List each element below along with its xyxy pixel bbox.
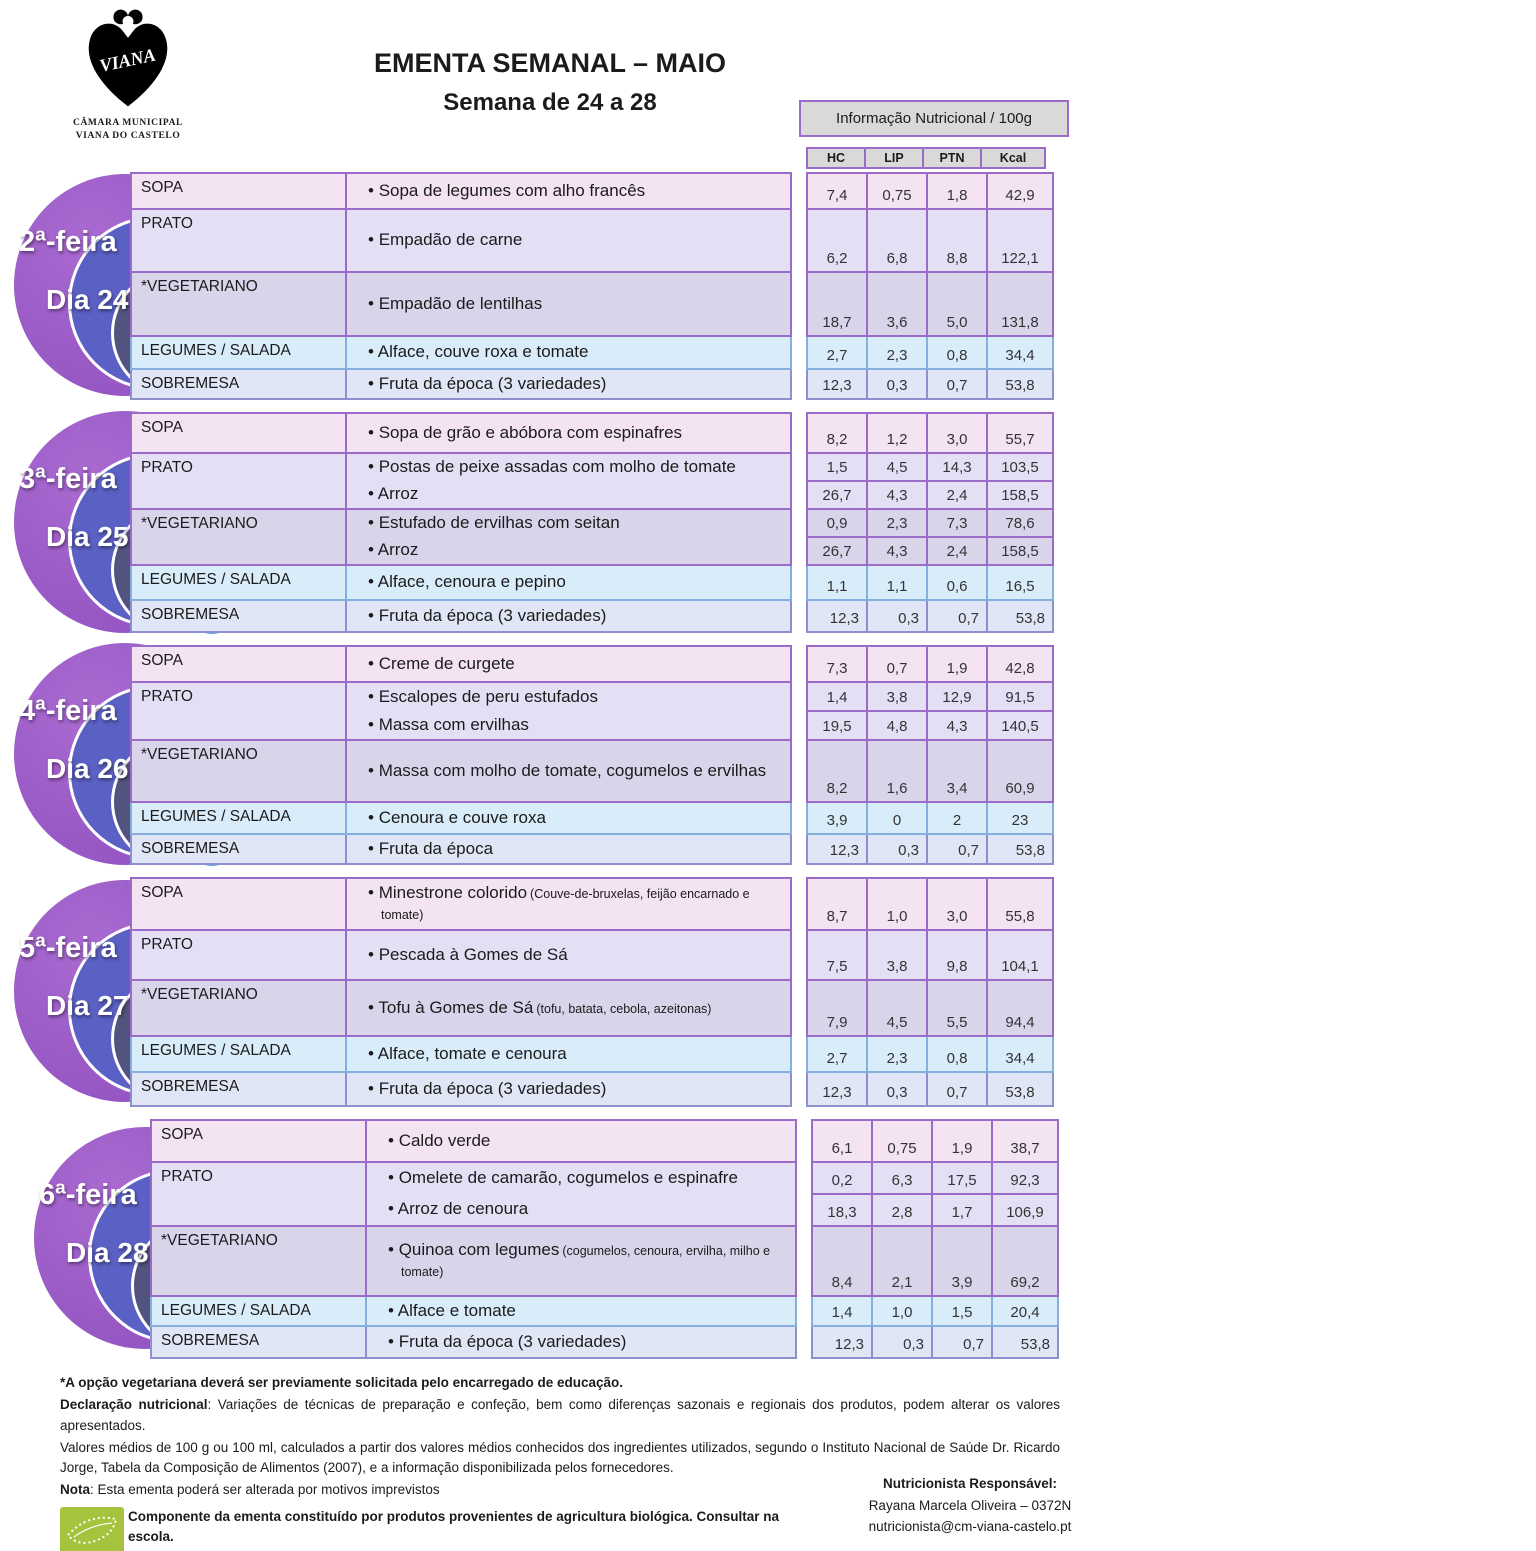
value-lip: 1,0 <box>867 878 927 930</box>
value-hc: 8,4 <box>812 1226 872 1296</box>
category-label: *VEGETARIANO <box>131 272 346 336</box>
spacer-cell <box>791 481 807 509</box>
value-kcal: 140,5 <box>987 711 1053 740</box>
category-label: SOPA <box>131 878 346 930</box>
value-hc: 12,3 <box>807 369 867 399</box>
value-kcal: 158,5 <box>987 537 1053 565</box>
spacer-cell <box>791 834 807 864</box>
value-ptn: 8,8 <box>927 209 987 272</box>
menu-table <box>130 645 1054 865</box>
dish-cell <box>346 272 791 336</box>
day-block-wednesday <box>19 645 1536 865</box>
value-kcal: 158,5 <box>987 481 1053 509</box>
value-ptn: 0,8 <box>927 336 987 369</box>
value-kcal: 91,5 <box>987 682 1053 711</box>
dish-cell <box>346 878 791 930</box>
dish-text: Fruta da época (3 variedades) <box>398 1331 627 1351</box>
day-name: 6ª-feira <box>39 1179 137 1211</box>
value-lip: 1,2 <box>867 413 927 453</box>
nutritionist-label: Nutricionista Responsável: <box>882 1476 1058 1491</box>
dish-text: Pescada à Gomes de Sá <box>378 944 568 964</box>
value-lip: 4,3 <box>867 481 927 509</box>
dish-cell <box>346 930 791 980</box>
value-kcal: 78,6 <box>987 509 1053 537</box>
day-date: Dia 26 <box>46 753 129 784</box>
col-header-kcal: Kcal <box>981 147 1046 169</box>
dish-cell <box>346 173 791 209</box>
nota-label: Nota <box>60 1482 90 1498</box>
dish-cell <box>346 600 791 632</box>
day-block-thursday <box>19 877 1536 1107</box>
dish-cell <box>346 646 791 682</box>
spacer-cell <box>796 1296 812 1326</box>
nutritionist-name: Rayana Marcela Oliveira – 0372N <box>868 1497 1072 1513</box>
dish-text: Creme de curgete <box>378 653 515 673</box>
dish-text: Escalopes de peru estufados <box>378 686 598 706</box>
value-lip: 0,3 <box>867 369 927 399</box>
dish-cell <box>346 802 791 834</box>
dish-cell <box>346 453 791 481</box>
dish-text: Tofu à Gomes de Sá <box>378 997 534 1017</box>
value-ptn: 0,6 <box>927 565 987 600</box>
spacer-cell <box>791 682 807 711</box>
value-ptn: 1,9 <box>932 1120 992 1162</box>
value-kcal: 60,9 <box>987 740 1053 802</box>
value-ptn: 1,7 <box>932 1194 992 1226</box>
category-label: LEGUMES / SALADA <box>151 1296 366 1326</box>
category-label: LEGUMES / SALADA <box>131 336 346 369</box>
dish-cell <box>346 980 791 1036</box>
dish-text: Fruta da época (3 variedades) <box>378 373 607 393</box>
spacer-cell <box>791 878 807 930</box>
dish-text: Arroz de cenoura <box>397 1199 529 1219</box>
value-hc: 26,7 <box>807 481 867 509</box>
dish-text: Fruta da época <box>378 838 494 858</box>
category-label: PRATO <box>131 453 346 509</box>
value-hc: 1,1 <box>807 565 867 600</box>
nutrition-column-headers <box>806 147 1046 169</box>
eu-organic-logo <box>60 1507 124 1551</box>
menu-table <box>150 1119 1059 1359</box>
value-lip: 0,3 <box>867 600 927 632</box>
value-hc: 6,2 <box>807 209 867 272</box>
category-label: SOBREMESA <box>131 1072 346 1106</box>
value-hc: 19,5 <box>807 711 867 740</box>
dish-cell <box>346 565 791 600</box>
value-kcal: 122,1 <box>987 209 1053 272</box>
spacer-cell <box>791 369 807 399</box>
org-line2: VIANA DO CASTELO <box>75 130 181 141</box>
col-header-hc: HC <box>806 147 865 169</box>
dish-text: Arroz <box>377 540 419 560</box>
value-kcal: 104,1 <box>987 930 1053 980</box>
value-lip: 0 <box>867 802 927 834</box>
dish-text: Massa com molho de tomate, cogumelos e ervilhas <box>378 760 767 780</box>
value-kcal: 34,4 <box>987 1036 1053 1072</box>
category-label: PRATO <box>131 930 346 980</box>
value-lip: 1,1 <box>867 565 927 600</box>
day-block-friday <box>39 1119 1536 1359</box>
dish-text: Cenoura e couve roxa <box>378 807 546 827</box>
day-block-tuesday <box>19 412 1536 633</box>
value-lip: 0,7 <box>867 646 927 682</box>
category-label: LEGUMES / SALADA <box>131 565 346 600</box>
dish-cell <box>346 537 791 565</box>
value-lip: 3,6 <box>867 272 927 336</box>
category-label: *VEGETARIANO <box>131 980 346 1036</box>
spacer-cell <box>791 565 807 600</box>
spacer-cell <box>791 336 807 369</box>
logo-text: VIANA <box>97 44 158 76</box>
value-ptn: 3,0 <box>927 413 987 453</box>
value-ptn: 0,8 <box>927 1036 987 1072</box>
category-label: PRATO <box>131 209 346 272</box>
value-ptn: 3,0 <box>927 878 987 930</box>
dish-note: (tofu, batata, cebola, azeitonas) <box>536 1001 712 1016</box>
spacer-cell <box>796 1120 812 1162</box>
value-lip: 2,1 <box>872 1226 932 1296</box>
value-ptn: 5,5 <box>927 980 987 1036</box>
dish-cell <box>346 1072 791 1106</box>
value-hc: 7,4 <box>807 173 867 209</box>
spacer-cell <box>791 413 807 453</box>
value-lip: 3,8 <box>867 682 927 711</box>
value-ptn: 0,7 <box>932 1326 992 1358</box>
category-label: PRATO <box>131 682 346 740</box>
bio-text: Componente da ementa constituído por produtos provenientes de agricultura biológica. Consultar na escola. <box>128 1508 780 1544</box>
value-ptn: 3,9 <box>932 1226 992 1296</box>
value-hc: 8,2 <box>807 413 867 453</box>
value-ptn: 3,4 <box>927 740 987 802</box>
dish-cell <box>346 413 791 453</box>
category-label: *VEGETARIANO <box>131 509 346 565</box>
nutritionist-email: nutricionista@cm-viana-castelo.pt <box>868 1519 1072 1535</box>
value-lip: 6,3 <box>872 1162 932 1194</box>
dish-text: Fruta da época (3 variedades) <box>378 1078 607 1098</box>
value-kcal: 42,9 <box>987 173 1053 209</box>
value-ptn: 0,7 <box>927 834 987 864</box>
value-kcal: 103,5 <box>987 453 1053 481</box>
value-kcal: 20,4 <box>992 1296 1058 1326</box>
value-kcal: 55,7 <box>987 413 1053 453</box>
dish-text: Alface e tomate <box>397 1300 516 1320</box>
dish-cell <box>346 740 791 802</box>
value-hc: 7,3 <box>807 646 867 682</box>
dish-text: Estufado de ervilhas com seitan <box>378 513 620 533</box>
dish-text: Quinoa com legumes <box>398 1240 560 1260</box>
spacer-cell <box>791 453 807 481</box>
category-label: LEGUMES / SALADA <box>131 1036 346 1072</box>
nota-text: : Esta ementa poderá ser alterada por motivos imprevistos <box>90 1482 440 1498</box>
dish-text: Massa com ervilhas <box>378 714 529 734</box>
value-hc: 1,4 <box>812 1296 872 1326</box>
dish-cell <box>346 711 791 740</box>
dish-text: Minestrone colorido <box>378 883 528 903</box>
value-hc: 0,9 <box>807 509 867 537</box>
dish-cell <box>346 834 791 864</box>
dish-text: Alface, cenoura e pepino <box>377 572 566 592</box>
value-ptn: 12,9 <box>927 682 987 711</box>
value-kcal: 53,8 <box>987 1072 1053 1106</box>
dish-cell <box>346 1036 791 1072</box>
day-date: Dia 28 <box>66 1237 149 1268</box>
declaration-paragraph <box>60 1395 1060 1436</box>
value-ptn: 17,5 <box>932 1162 992 1194</box>
value-lip: 4,5 <box>867 453 927 481</box>
spacer-cell <box>791 509 807 537</box>
value-ptn: 4,3 <box>927 711 987 740</box>
category-label: SOBREMESA <box>131 369 346 399</box>
menu-table <box>130 412 1054 633</box>
value-ptn: 14,3 <box>927 453 987 481</box>
value-lip: 2,8 <box>872 1194 932 1226</box>
menu-table <box>130 172 1054 400</box>
value-lip: 2,3 <box>867 1036 927 1072</box>
col-header-ptn: PTN <box>923 147 981 169</box>
spacer-cell <box>796 1162 812 1194</box>
category-label: LEGUMES / SALADA <box>131 802 346 834</box>
value-hc: 1,4 <box>807 682 867 711</box>
value-ptn: 0,7 <box>927 1072 987 1106</box>
dish-cell <box>366 1194 796 1226</box>
nutritionist-block <box>805 1473 1135 1538</box>
value-lip: 0,3 <box>872 1326 932 1358</box>
value-kcal: 34,4 <box>987 336 1053 369</box>
spacer-cell <box>791 740 807 802</box>
day-name: 5ª-feira <box>19 932 117 964</box>
day-date: Dia 27 <box>46 990 129 1021</box>
value-ptn: 1,5 <box>932 1296 992 1326</box>
municipality-logo <box>58 6 198 143</box>
dish-text: Fruta da época (3 variedades) <box>378 605 607 625</box>
category-label: SOBREMESA <box>151 1326 366 1358</box>
day-block-monday <box>19 172 1536 400</box>
dish-text: Omelete de camarão, cogumelos e espinafre <box>398 1168 738 1188</box>
value-kcal: 23 <box>987 802 1053 834</box>
value-hc: 2,7 <box>807 1036 867 1072</box>
value-kcal: 38,7 <box>992 1120 1058 1162</box>
day-name: 4ª-feira <box>19 695 117 727</box>
dish-cell <box>346 481 791 509</box>
spacer-cell <box>791 802 807 834</box>
value-kcal: 16,5 <box>987 565 1053 600</box>
value-kcal: 94,4 <box>987 980 1053 1036</box>
value-hc: 26,7 <box>807 537 867 565</box>
dish-text: Alface, couve roxa e tomate <box>377 342 589 362</box>
value-kcal: 131,8 <box>987 272 1053 336</box>
value-hc: 18,7 <box>807 272 867 336</box>
value-lip: 2,3 <box>867 336 927 369</box>
value-lip: 0,3 <box>867 834 927 864</box>
page-title: EMENTA SEMANAL – MAIO <box>373 48 726 78</box>
value-kcal: 55,8 <box>987 878 1053 930</box>
value-ptn: 0,7 <box>927 600 987 632</box>
value-ptn: 1,9 <box>927 646 987 682</box>
spacer-cell <box>791 173 807 209</box>
dish-note: (Couve-de-bruxelas, feijão encarnado e tomate) <box>381 887 750 922</box>
value-lip: 2,3 <box>867 509 927 537</box>
spacer-cell <box>796 1226 812 1296</box>
value-hc: 12,3 <box>812 1326 872 1358</box>
dish-cell <box>346 509 791 537</box>
dish-cell <box>366 1120 796 1162</box>
value-lip: 0,3 <box>867 1072 927 1106</box>
dish-cell <box>366 1326 796 1358</box>
value-hc: 12,3 <box>807 600 867 632</box>
dish-cell <box>346 369 791 399</box>
category-label: PRATO <box>151 1162 366 1226</box>
org-line1: CÂMARA MUNICIPAL <box>73 118 183 128</box>
dish-text: Sopa de legumes com alho francês <box>378 180 646 200</box>
spacer-cell <box>791 711 807 740</box>
spacer-cell <box>791 980 807 1036</box>
value-lip: 3,8 <box>867 930 927 980</box>
dish-text: Arroz <box>377 484 419 504</box>
value-hc: 0,2 <box>812 1162 872 1194</box>
value-lip: 0,75 <box>867 173 927 209</box>
category-label: SOPA <box>151 1120 366 1162</box>
value-hc: 12,3 <box>807 1072 867 1106</box>
value-kcal: 53,8 <box>987 834 1053 864</box>
value-kcal: 53,8 <box>987 369 1053 399</box>
spacer-cell <box>791 600 807 632</box>
category-label: SOBREMESA <box>131 600 346 632</box>
spacer-cell <box>791 537 807 565</box>
spacer-cell <box>791 1036 807 1072</box>
bio-note <box>60 1507 1476 1551</box>
dish-text: Sopa de grão e abóbora com espinafres <box>378 422 683 442</box>
value-ptn: 9,8 <box>927 930 987 980</box>
spacer-cell <box>791 272 807 336</box>
spacer-cell <box>796 1326 812 1358</box>
value-lip: 4,5 <box>867 980 927 1036</box>
value-hc: 1,5 <box>807 453 867 481</box>
value-kcal: 69,2 <box>992 1226 1058 1296</box>
value-ptn: 0,7 <box>927 369 987 399</box>
dish-cell <box>366 1226 796 1296</box>
category-label: SOPA <box>131 173 346 209</box>
dish-text: Empadão de lentilhas <box>378 293 543 313</box>
value-hc: 3,9 <box>807 802 867 834</box>
day-date: Dia 25 <box>46 520 129 552</box>
spacer-cell <box>791 930 807 980</box>
dish-cell <box>366 1296 796 1326</box>
page-subtitle: Semana de 24 a 28 <box>443 89 657 116</box>
value-hc: 8,2 <box>807 740 867 802</box>
value-lip: 1,6 <box>867 740 927 802</box>
spacer-cell <box>791 646 807 682</box>
col-header-lip: LIP <box>865 147 923 169</box>
value-ptn: 2,4 <box>927 481 987 509</box>
category-label: SOPA <box>131 413 346 453</box>
value-ptn: 5,0 <box>927 272 987 336</box>
value-lip: 4,3 <box>867 537 927 565</box>
day-date: Dia 24 <box>46 284 129 315</box>
value-kcal: 92,3 <box>992 1162 1058 1194</box>
value-ptn: 1,8 <box>927 173 987 209</box>
dish-cell <box>346 209 791 272</box>
day-name: 3ª-feira <box>19 462 117 495</box>
dish-text: Empadão de carne <box>378 230 523 250</box>
spacer-cell <box>796 1194 812 1226</box>
value-hc: 7,9 <box>807 980 867 1036</box>
footer-notes <box>60 1373 1476 1551</box>
value-hc: 6,1 <box>812 1120 872 1162</box>
category-label: *VEGETARIANO <box>151 1226 366 1296</box>
dish-text: Caldo verde <box>398 1130 491 1150</box>
value-lip: 0,75 <box>872 1120 932 1162</box>
dish-cell <box>346 682 791 711</box>
dish-text: Postas de peixe assadas com molho de tomate <box>378 457 736 477</box>
spacer-cell <box>791 1072 807 1106</box>
spacer-cell <box>791 209 807 272</box>
nutrition-info-box: Informação Nutricional / 100g <box>799 100 1069 137</box>
value-lip: 6,8 <box>867 209 927 272</box>
value-hc: 12,3 <box>807 834 867 864</box>
value-ptn: 2 <box>927 802 987 834</box>
category-label: SOPA <box>131 646 346 682</box>
menu-table <box>130 877 1054 1107</box>
dish-cell <box>366 1162 796 1194</box>
value-hc: 8,7 <box>807 878 867 930</box>
value-lip: 1,0 <box>872 1296 932 1326</box>
day-name: 2ª-feira <box>19 226 117 258</box>
value-hc: 2,7 <box>807 336 867 369</box>
vegetarian-note: *A opção vegetariana deverá ser previamente solicitada pelo encarregado de educação. <box>60 1375 623 1390</box>
value-kcal: 42,8 <box>987 646 1053 682</box>
values-paragraph: Valores médios de 100 g ou 100 ml, calculados a partir dos valores médios conhecidos dos ingredientes utilizados, segundo o Instituto Nacional de Saúde Dr. Ricardo Jorge, Tabela da Composição de Alimentos (2007), e a informação disponibilizada pelos fornecedores. <box>60 1439 1060 1475</box>
viana-heart-icon <box>82 6 174 110</box>
declaration-text: : Variações de técnicas de preparação e confeção, bem como diferenças sazonais e regionais dos produtos, podem alterar os valores apresentados. <box>60 1397 1060 1433</box>
value-hc: 18,3 <box>812 1194 872 1226</box>
dish-note: (cogumelos, cenoura, ervilha, milho e tomate) <box>401 1244 771 1279</box>
value-lip: 4,8 <box>867 711 927 740</box>
category-label: *VEGETARIANO <box>131 740 346 802</box>
value-hc: 7,5 <box>807 930 867 980</box>
declaration-label: Declaração nutricional <box>60 1397 208 1413</box>
category-label: SOBREMESA <box>131 834 346 864</box>
value-ptn: 7,3 <box>927 509 987 537</box>
value-kcal: 53,8 <box>992 1326 1058 1358</box>
dish-text: Alface, tomate e cenoura <box>377 1043 567 1063</box>
value-kcal: 106,9 <box>992 1194 1058 1226</box>
value-kcal: 53,8 <box>987 600 1053 632</box>
value-ptn: 2,4 <box>927 537 987 565</box>
dish-cell <box>346 336 791 369</box>
